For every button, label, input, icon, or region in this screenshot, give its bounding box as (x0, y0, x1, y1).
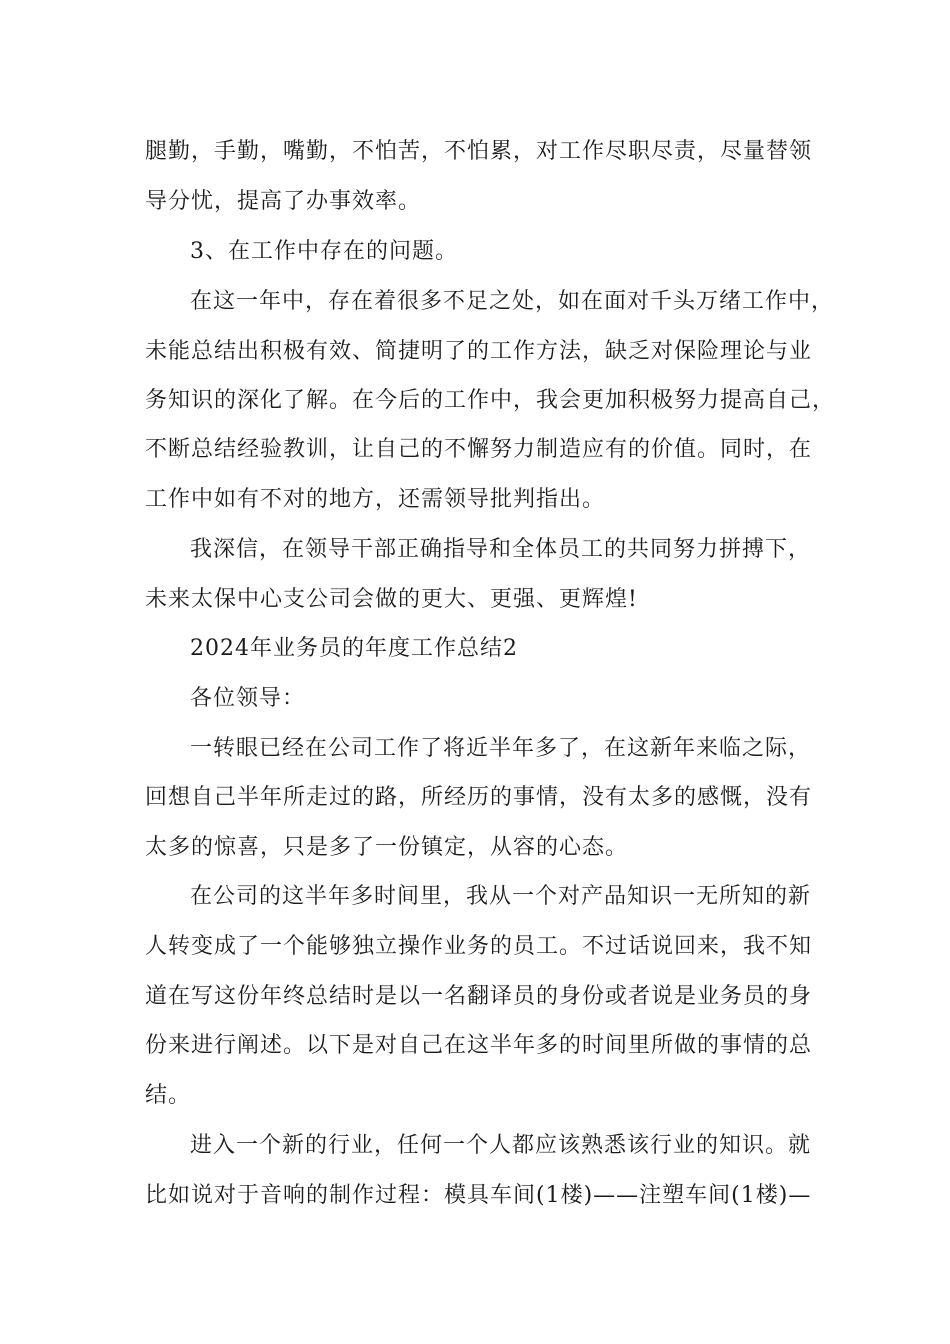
text-line: 未能总结出积极有效、简捷明了的工作方法，缺乏对保险理论与业 (145, 339, 813, 364)
text-line: 务知识的深化了解。在今后的工作中，我会更加积极努力提高自己， (145, 388, 836, 413)
text-line: 不断总结经验教训，让自己的不懈努力制造应有的价值。同时，在 (145, 437, 813, 462)
text-line: 比如说对于音响的制作过程：模具车间(1楼)——注塑车间(1楼)— (145, 1183, 812, 1208)
salutation: 各位领导： (190, 686, 306, 711)
text-line: 回想自己半年所走过的路，所经历的事情，没有太多的感慨，没有 (145, 785, 813, 810)
text-line: 道在写这份年终总结时是以一名翻译员的身份或者说是业务员的身 (145, 984, 813, 1009)
text-line: 份来进行阐述。以下是对自己在这半年多的时间里所做的事情的总 (145, 1033, 813, 1058)
text-line: 我深信，在领导干部正确指导和全体员工的共同努力拼搏下， (190, 537, 812, 562)
text-line: 工作中如有不对的地方，还需领导批判指出。 (145, 487, 606, 512)
document-title: 2024年业务员的年度工作总结2 (190, 636, 518, 661)
text-line: 进入一个新的行业，任何一个人都应该熟悉该行业的知识。就 (190, 1133, 812, 1158)
text-line: 在公司的这半年多时间里，我从一个对产品知识一无所知的新 (190, 884, 812, 909)
text-line: 腿勤，手勤，嘴勤，不怕苦，不怕累，对工作尽职尽责，尽量替领 (145, 139, 813, 164)
text-line: 在这一年中，存在着很多不足之处，如在面对千头万绪工作中， (190, 289, 835, 314)
text-line: 结。 (145, 1083, 192, 1108)
text-line: 人转变成了一个能够独立操作业务的员工。不过话说回来，我不知 (145, 934, 813, 959)
text-line: 未来太保中心支公司会做的更大、更强、更辉煌! (145, 587, 638, 612)
text-line: 太多的惊喜，只是多了一份镇定，从容的心态。 (145, 835, 629, 860)
text-line: 一转眼已经在公司工作了将近半年多了，在这新年来临之际， (190, 736, 812, 761)
text-line: 导分忧，提高了办事效率。 (145, 189, 422, 214)
section-heading: 3、在工作中存在的问题。 (190, 239, 458, 264)
